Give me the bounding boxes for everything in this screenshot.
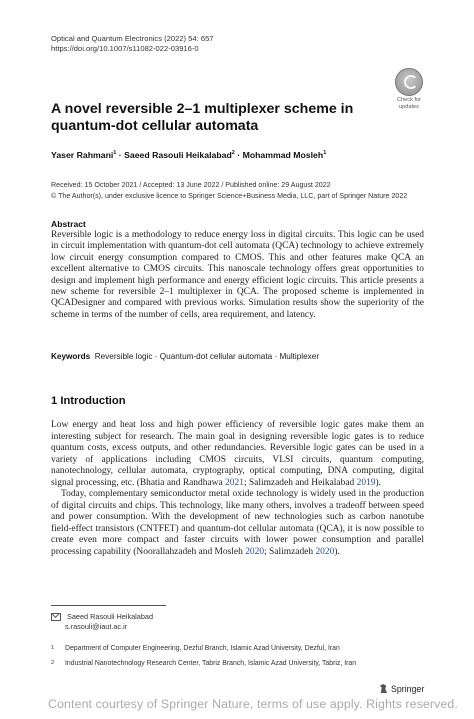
citation-link[interactable]: 2019: [356, 477, 376, 488]
paragraph-text: Today, complementary semiconductor metal oxide technology is widely used in the production of digital circuits and chips. This technology, like many others, involves a tradeoff between speed and power consumption. With the development of new technologies such as carbon nanotube field-effect transistors (CNTFET) and quantum-dot cellular automata (QCA), it is now possible to create even more compact and faster circuits with lower power consumption and parallel processing capability (Noorallahzadeh and Mosleh: [51, 489, 424, 557]
author-affiliation-mark: 1: [113, 150, 117, 157]
citation-link[interactable]: 2021: [225, 477, 244, 488]
author-affiliation-mark: 2: [231, 150, 235, 157]
author-name[interactable]: Yaser Rahmani: [51, 150, 114, 160]
affiliation-2: [51, 659, 356, 668]
doi-link[interactable]: https://doi.org/10.1007/s11082-022-03916-0: [51, 44, 199, 53]
paragraph-text: Low energy and heat loss and high power efficiency of reversible logic gates make them an interesting subject for research. The main goal in designing reversible logic gates is to reduce quantum costs, excess outputs, and other redundancies. Reversible logic gates can be used in a variety of applications including CMOS circuits, VLSI circuits, quantum computing, nanotechnology, cellular automata, cryptography, optical computing, DNA computing, digital signal processing, etc. (Bhatia and Randhawa: [51, 420, 424, 488]
publisher-logo: [379, 684, 424, 694]
journal-header: [51, 34, 214, 54]
courtesy-watermark: Content courtesy of Springer Nature, terms of use apply. Rights reserved.: [48, 697, 458, 711]
citation-link[interactable]: 2020: [245, 546, 265, 557]
intro-paragraph: [51, 420, 424, 489]
author-list: [51, 150, 326, 160]
keywords: [51, 352, 319, 361]
article-title: A novel reversible 2–1 multiplexer scheme in quantum-dot cellular automata: [51, 101, 354, 134]
publication-dates: [51, 180, 431, 201]
keywords-label: Keywords: [51, 352, 91, 361]
footnote-rule: [51, 605, 166, 606]
affiliation-number: 2: [51, 660, 55, 666]
author-separator: ·: [234, 150, 243, 160]
correspondence: [51, 612, 153, 631]
paragraph-text: ; Salimzadeh: [264, 546, 316, 557]
check-for-updates-icon: [395, 68, 423, 96]
badge-line2: updates: [399, 104, 419, 111]
envelope-icon: [51, 613, 61, 621]
introduction-body: [51, 420, 424, 558]
section-heading-introduction: 1 Introduction: [51, 395, 126, 407]
citation-link[interactable]: 2020: [315, 546, 335, 557]
affiliation-1: [51, 644, 340, 653]
publisher-name: Springer: [391, 684, 425, 694]
badge-line1: Check for: [397, 97, 421, 103]
paragraph-text: ; Salimzadeh and Heikalabad: [243, 477, 357, 488]
author-name[interactable]: Mohammad Mosleh: [242, 150, 324, 160]
affiliation-number: 1: [51, 645, 55, 651]
author-name[interactable]: Saeed Rasouli Heikalabad: [124, 150, 232, 160]
affiliation-text: Department of Computer Engineering, Dezful Branch, Islamic Azad University, Dezful, Iran: [65, 645, 340, 652]
springer-horse-icon: [379, 684, 388, 693]
journal-citation: Optical and Quantum Electronics (2022) 54: 657: [51, 34, 214, 43]
history-dates: Received: 15 October 2021 / Accepted: 13 June 2022 / Published online: 29 August 2022: [51, 181, 331, 189]
affiliation-text: Industrial Nanotechnology Research Center, Tabriz Branch, Islamic Azad University, Tabriz, Iran: [65, 660, 357, 667]
intro-paragraph: [51, 489, 424, 558]
author-separator: ·: [116, 150, 125, 160]
abstract-heading: Abstract: [51, 219, 86, 229]
copyright-line: © The Author(s), under exclusive licence to Springer Science+Business Media, LLC, part of Springer Nature 2022: [51, 191, 408, 200]
keywords-text: Reversible logic · Quantum-dot cellular automata · Multiplexer: [94, 352, 320, 361]
abstract-text: Reversible logic is a methodology to reduce energy loss in digital circuits. This logic can be used in circuit implementation with quantum-dot cell automata (QCA) technology to achieve extremely low circuit energy consumption compared to CMOS. This and other features make QCA an excellent alternative to CMOS circuits. This nanoscale technology offers great opportunities to design and implement high performance and energy efficient logic circuits. This article presents a new scheme for reversible 2–1 multiplexer in QCA. The proposed scheme is implemented in QCADesigner and compared with previous works. Simulation results show the superiority of the scheme in terms of the number of cells, area requirement, and latency.: [51, 230, 424, 320]
author-affiliation-mark: 1: [323, 150, 327, 157]
check-for-updates-badge[interactable]: [394, 68, 424, 111]
corresponding-email[interactable]: s.rasouli@iaut.ac.ir: [65, 621, 128, 631]
paragraph-text: ).: [375, 477, 381, 488]
corresponding-author: Saeed Rasouli Heikalabad: [67, 612, 153, 621]
paragraph-text: ).: [334, 546, 340, 557]
